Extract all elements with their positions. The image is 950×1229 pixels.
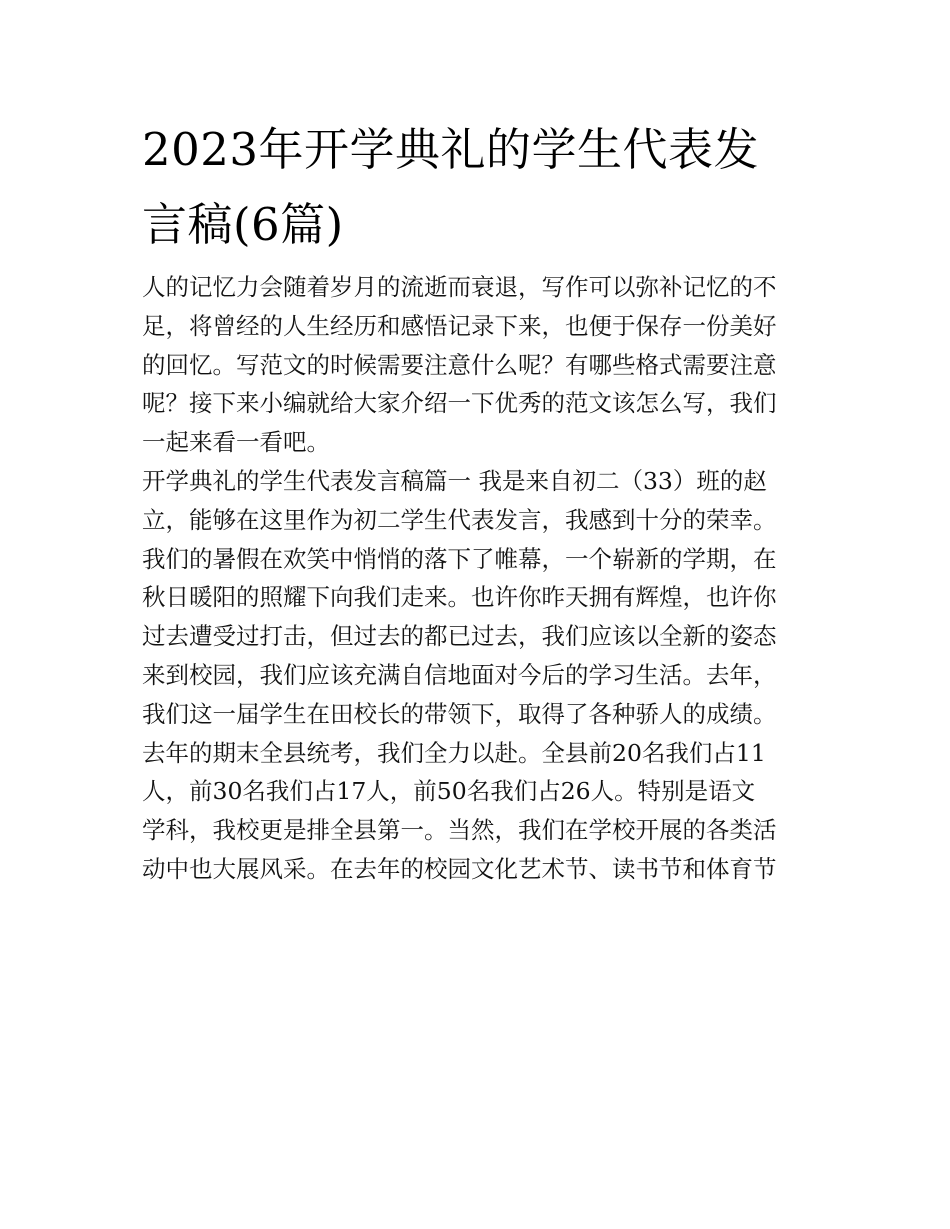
document-content [142,112,817,889]
body-line: 我们这一届学生在田校长的带领下，取得了各种骄人的成绩。 [142,699,777,728]
body-line: 动中也大展风采。在去年的校园文化艺术节、读书节和体育节 [142,854,777,883]
body-line: 足，将曾经的人生经历和感悟记录下来，也便于保存一份美好 [142,311,777,340]
body-line: 一起来看一看吧。 [142,428,330,457]
document-body [142,268,817,889]
body-line: 立，能够在这里作为初二学生代表发言，我感到十分的荣幸。 [142,505,777,534]
title-line: 2023年开学典礼的学生代表发 [142,123,760,176]
body-line: 去年的期末全县统考，我们全力以赴。全县前20名我们占11 [142,738,766,767]
title-line: 言稿(6篇) [142,198,344,251]
body-line: 的回忆。写范文的时候需要注意什么呢？有哪些格式需要注意 [142,350,777,379]
body-line: 呢？接下来小编就给大家介绍一下优秀的范文该怎么写，我们 [142,389,777,418]
body-line: 秋日暖阳的照耀下向我们走来。也许你昨天拥有辉煌，也许你 [142,583,777,612]
document-title [142,112,817,262]
body-line: 人的记忆力会随着岁月的流逝而衰退，写作可以弥补记忆的不 [142,273,777,301]
body-line: 我们的暑假在欢笑中悄悄的落下了帷幕，一个崭新的学期，在 [142,544,777,573]
body-line: 来到校园，我们应该充满自信地面对今后的学习生活。去年， [142,660,777,689]
body-line: 学科，我校更是排全县第一。当然，我们在学校开展的各类活 [142,816,777,845]
body-line: 人，前30名我们占17人，前50名我们占26人。特别是语文 [142,777,756,806]
body-line: 开学典礼的学生代表发言稿篇一 我是来自初二（33）班的赵 [142,466,767,495]
body-line: 过去遭受过打击，但过去的都已过去，我们应该以全新的姿态 [142,622,777,651]
